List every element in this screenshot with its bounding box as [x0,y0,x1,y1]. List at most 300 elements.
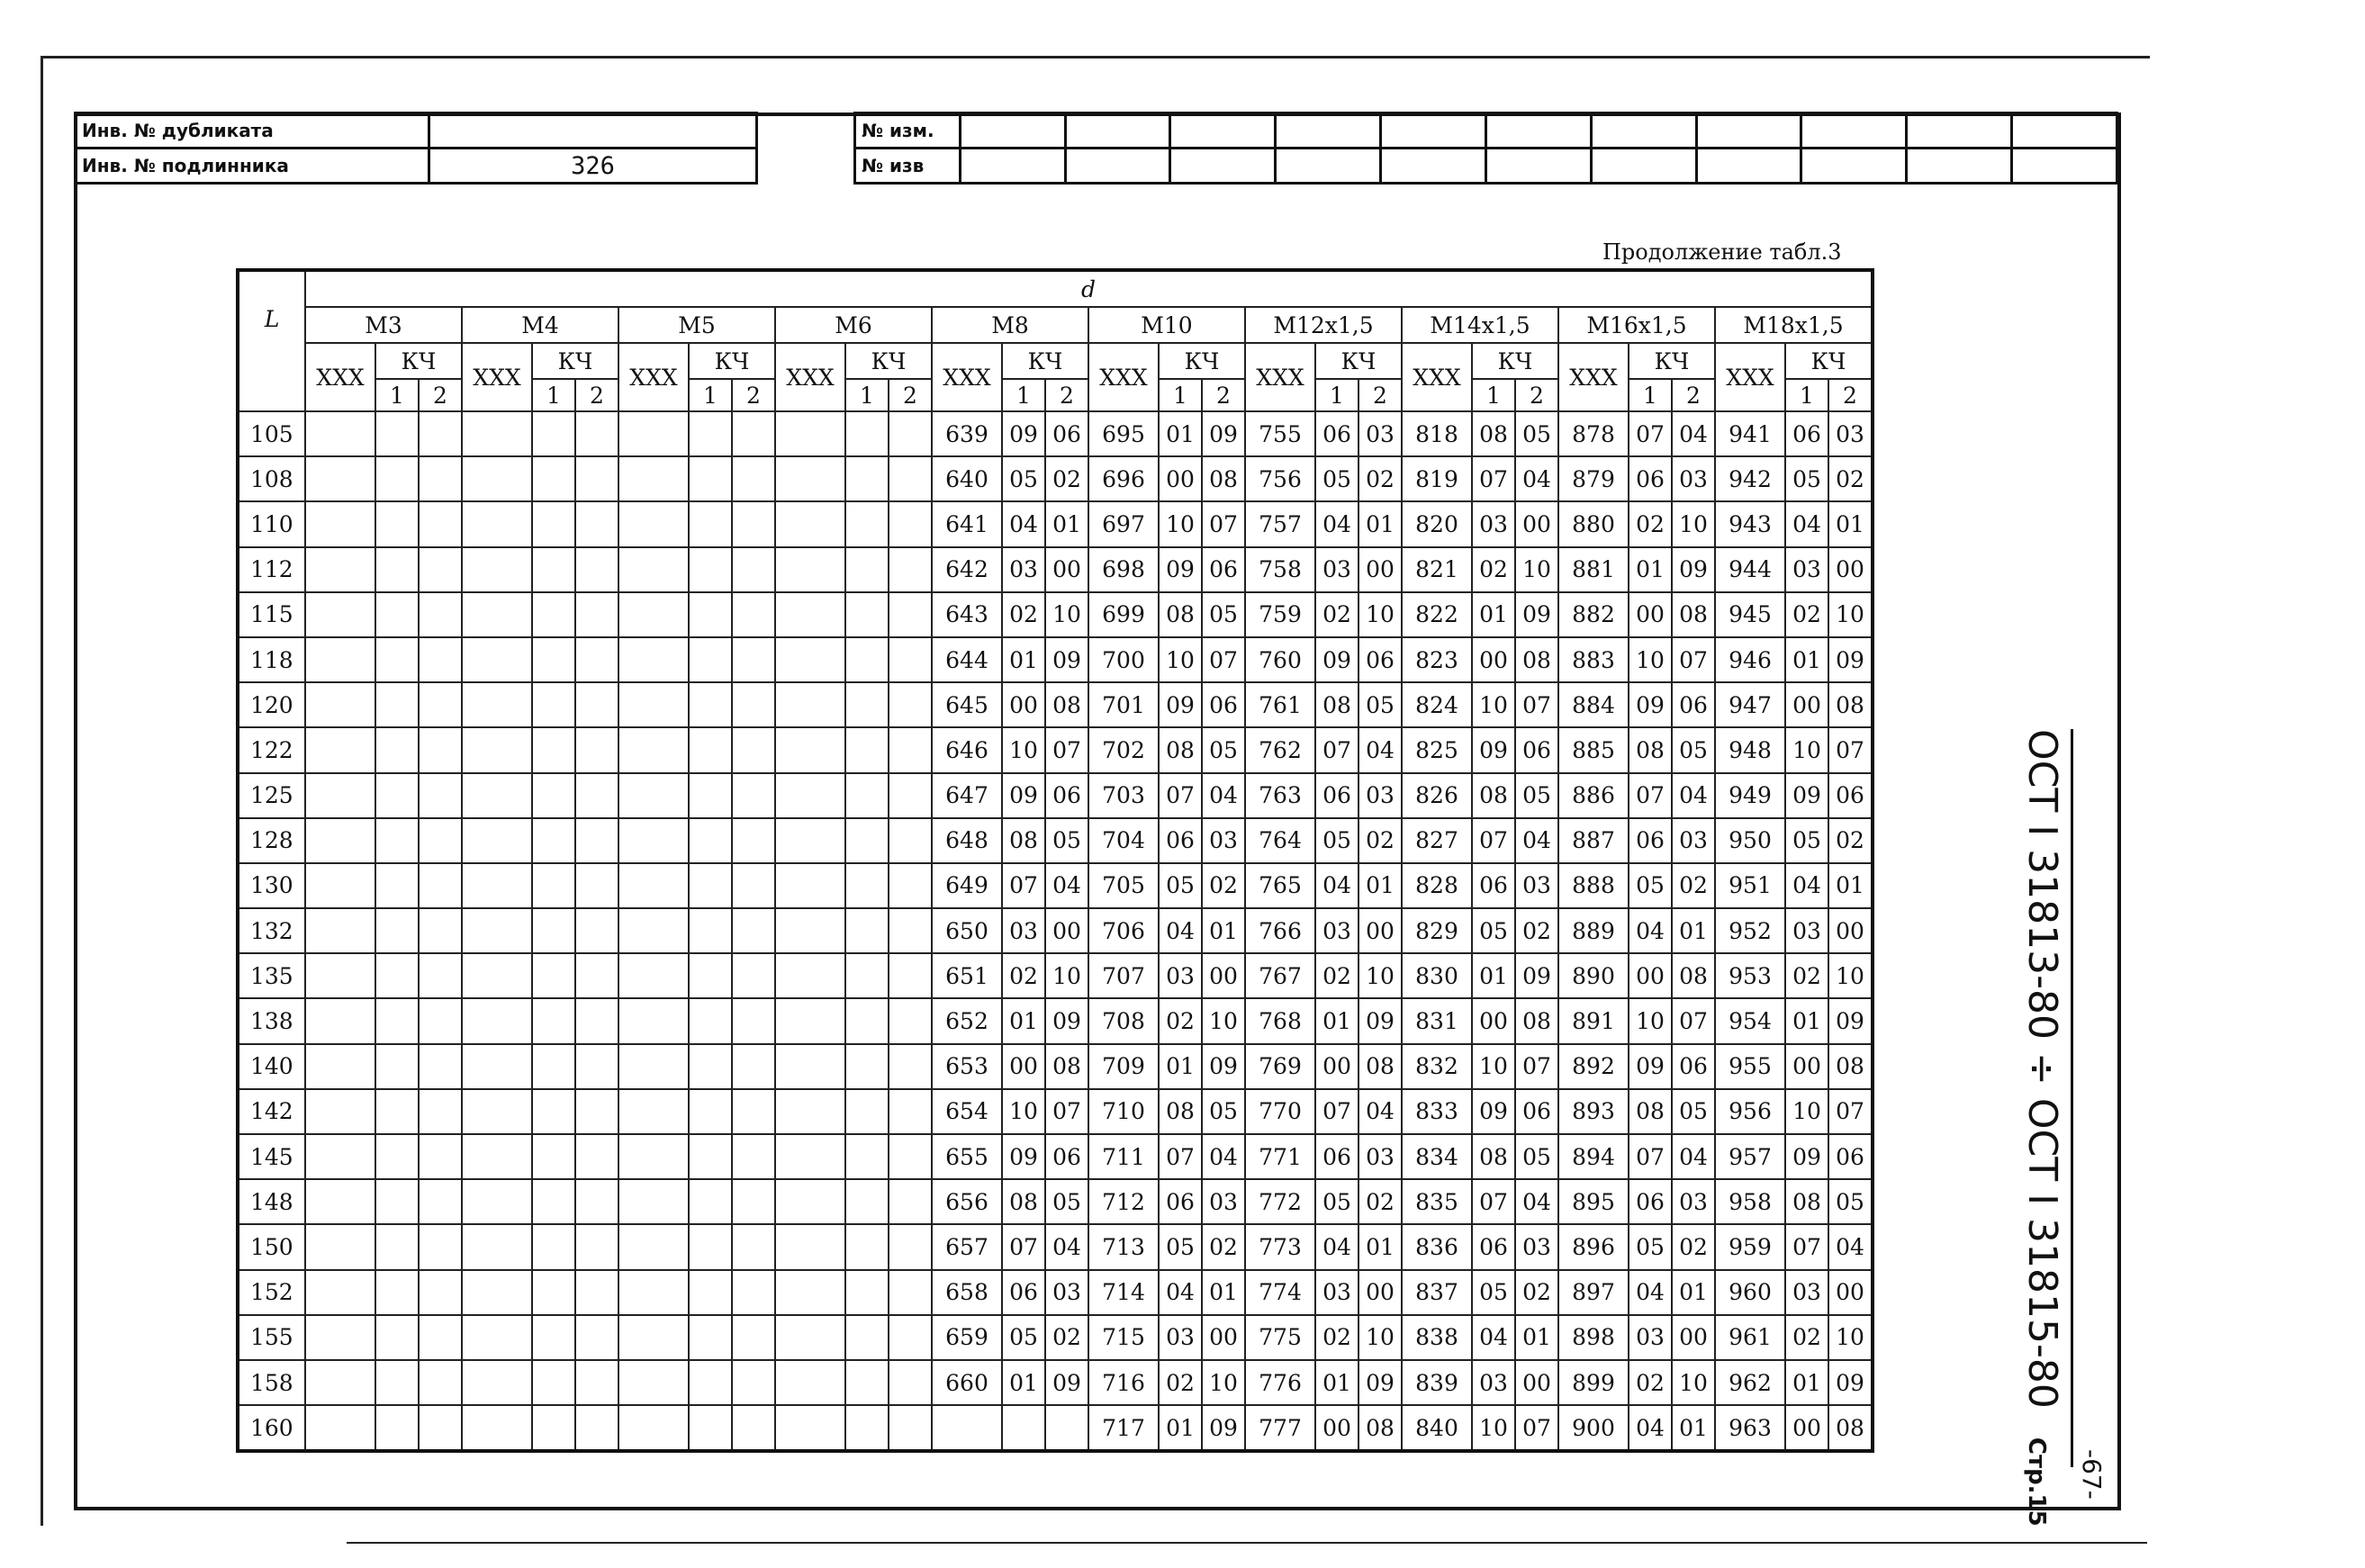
kch-cell [532,1405,575,1451]
kch-cell [375,592,419,637]
kch-cell: 08 [1828,1405,1873,1451]
kch-cell [732,592,775,637]
xxx-cell [305,456,375,501]
kch-cell: 10 [1629,998,1672,1043]
xxx-cell: 652 [932,998,1002,1043]
kch-sub-header: 2 [1359,379,1402,411]
xxx-cell [775,727,845,772]
kch-cell: 05 [1045,818,1088,863]
xxx-cell: 768 [1245,998,1315,1043]
length-cell: 148 [238,1179,305,1224]
kch-cell [419,727,462,772]
xxx-cell [462,773,532,818]
table-row [238,1179,1873,1224]
kch-cell: 03 [1202,818,1245,863]
xxx-cell [775,1224,845,1269]
kch-cell [532,547,575,592]
kch-cell: 02 [1359,456,1402,501]
kch-cell [419,1089,462,1134]
xxx-cell: 772 [1245,1179,1315,1224]
kch-cell [419,818,462,863]
kch-cell: 02 [1359,1179,1402,1224]
xxx-cell [305,1315,375,1360]
table-row [238,411,1873,456]
kch-cell: 04 [1672,773,1715,818]
bottom-rule [347,1542,2147,1544]
kch-cell: 09 [1202,411,1245,456]
xxx-cell: 944 [1715,547,1785,592]
xxx-cell: 775 [1245,1315,1315,1360]
kch-cell: 01 [1002,1360,1045,1405]
kch-cell: 00 [1629,953,1672,998]
kch-cell: 10 [1045,592,1088,637]
xxx-cell: 891 [1558,998,1629,1043]
xxx-cell: 776 [1245,1360,1315,1405]
kch-cell [532,1134,575,1179]
xxx-cell [462,727,532,772]
kch-cell: 03 [1315,547,1359,592]
size-header: M4 [462,307,618,343]
kch-cell: 06 [1629,1179,1672,1224]
kch-cell [732,1405,775,1451]
kch-cell: 09 [1785,773,1828,818]
kch-cell [532,773,575,818]
kch-cell: 05 [1002,1315,1045,1360]
length-cell: 140 [238,1044,305,1089]
l-header: L [238,270,305,411]
xxx-cell [618,411,689,456]
kch-cell: 07 [1785,1224,1828,1269]
kch-cell: 05 [1672,727,1715,772]
xxx-cell: 949 [1715,773,1785,818]
kch-cell: 05 [1159,1224,1202,1269]
kch-cell [575,501,618,546]
kch-cell: 06 [1315,1134,1359,1179]
xxx-cell: 820 [1402,501,1472,546]
kch-cell [732,1044,775,1089]
kch-cell [845,411,889,456]
xxx-cell: 840 [1402,1405,1472,1451]
xxx-cell: 640 [932,456,1002,501]
kch-cell: 08 [1515,637,1558,682]
kch-cell: 07 [1002,1224,1045,1269]
xxx-cell [775,1360,845,1405]
kch-header: КЧ [1159,343,1245,379]
xxx-cell: 819 [1402,456,1472,501]
xxx-cell [462,1134,532,1179]
kch-cell [689,547,732,592]
kch-cell [845,1360,889,1405]
kch-cell: 02 [1002,592,1045,637]
kch-cell: 01 [1159,411,1202,456]
kch-cell [689,1044,732,1089]
xxx-cell: 821 [1402,547,1472,592]
kch-cell [732,727,775,772]
kch-cell: 00 [1785,1405,1828,1451]
xxx-cell: 943 [1715,501,1785,546]
xxx-cell [932,1405,1002,1451]
kch-cell: 06 [1202,682,1245,727]
kch-cell: 04 [1785,863,1828,908]
kch-cell: 07 [1629,773,1672,818]
xxx-cell: 708 [1088,998,1159,1043]
xxx-cell: 769 [1245,1044,1315,1089]
xxx-cell: 761 [1245,682,1315,727]
kch-cell [845,1315,889,1360]
xxx-cell: 716 [1088,1360,1159,1405]
kch-cell: 10 [1828,1315,1873,1360]
xxx-cell: 839 [1402,1360,1472,1405]
kch-cell [375,456,419,501]
kch-cell [575,411,618,456]
kch-cell: 07 [1629,411,1672,456]
kch-cell: 02 [1159,1360,1202,1405]
xxx-cell: 702 [1088,727,1159,772]
kch-cell: 05 [1315,818,1359,863]
kch-cell [845,1044,889,1089]
xxx-cell [618,637,689,682]
kch-cell [575,592,618,637]
xxx-cell: 892 [1558,1044,1629,1089]
table-row [238,1224,1873,1269]
xxx-cell: 642 [932,547,1002,592]
xxx-cell: 646 [932,727,1002,772]
kch-cell: 09 [1045,1360,1088,1405]
xxx-cell: 835 [1402,1179,1472,1224]
kch-cell [532,908,575,953]
kch-cell: 01 [1472,592,1515,637]
kch-cell: 03 [1159,1315,1202,1360]
xxx-cell: 946 [1715,637,1785,682]
xxx-cell: 698 [1088,547,1159,592]
kch-header: КЧ [689,343,775,379]
kch-cell: 06 [1785,411,1828,456]
kch-cell: 03 [1359,1134,1402,1179]
kch-cell [889,863,932,908]
kch-cell: 08 [1045,1044,1088,1089]
kch-cell: 08 [1472,1134,1515,1179]
kch-cell: 01 [1672,1405,1715,1451]
kch-cell [689,953,732,998]
kch-cell [845,1224,889,1269]
kch-cell: 00 [1515,1360,1558,1405]
xxx-cell [462,456,532,501]
kch-cell: 07 [1828,1089,1873,1134]
kch-cell: 04 [1045,863,1088,908]
xxx-cell: 660 [932,1360,1002,1405]
kch-cell [845,863,889,908]
xxx-cell [618,998,689,1043]
kch-cell: 09 [1359,1360,1402,1405]
xxx-cell [305,682,375,727]
kch-cell: 05 [1629,1224,1672,1269]
kch-cell: 04 [1315,1224,1359,1269]
kch-cell: 01 [1159,1405,1202,1451]
kch-cell: 01 [1359,501,1402,546]
xxx-cell: 701 [1088,682,1159,727]
kch-cell [575,637,618,682]
size-header: M6 [775,307,932,343]
xxx-cell: 945 [1715,592,1785,637]
kch-cell [889,1270,932,1315]
kch-cell [419,547,462,592]
table-row [238,1405,1873,1451]
page-label: Стр.15 [2023,1437,2050,1527]
xxx-cell [462,953,532,998]
kch-cell: 00 [1045,908,1088,953]
length-cell: 150 [238,1224,305,1269]
kch-cell: 08 [1672,953,1715,998]
xxx-cell: 832 [1402,1044,1472,1089]
xxx-cell [618,1044,689,1089]
kch-cell: 10 [1472,682,1515,727]
length-cell: 128 [238,818,305,863]
kch-cell [732,1315,775,1360]
xxx-header: XXX [1402,343,1472,411]
xxx-cell: 890 [1558,953,1629,998]
xxx-cell [305,1044,375,1089]
kch-cell: 05 [1315,456,1359,501]
kch-cell: 02 [1002,953,1045,998]
xxx-cell: 647 [932,773,1002,818]
kch-cell: 09 [1828,1360,1873,1405]
kch-cell [845,1270,889,1315]
kch-cell: 04 [1315,501,1359,546]
kch-cell: 09 [1672,547,1715,592]
kch-cell: 07 [1828,727,1873,772]
kch-cell [375,1405,419,1451]
kch-cell: 09 [1359,998,1402,1043]
xxx-cell: 654 [932,1089,1002,1134]
kch-cell: 10 [1045,953,1088,998]
kch-cell: 00 [1202,1315,1245,1360]
kch-cell: 00 [1515,501,1558,546]
xxx-cell [618,1089,689,1134]
xxx-cell [618,727,689,772]
kch-sub-header: 2 [889,379,932,411]
kch-cell: 07 [1515,1405,1558,1451]
xxx-cell: 758 [1245,547,1315,592]
xxx-cell: 696 [1088,456,1159,501]
kch-cell: 04 [1315,863,1359,908]
kch-cell [689,411,732,456]
kch-cell [375,998,419,1043]
kch-cell [419,1224,462,1269]
xxx-header: XXX [775,343,845,411]
xxx-cell [618,1134,689,1179]
kch-cell: 07 [1045,1089,1088,1134]
table-row [238,592,1873,637]
xxx-cell [305,1089,375,1134]
kch-cell [732,818,775,863]
kch-cell: 01 [1315,998,1359,1043]
xxx-cell: 894 [1558,1134,1629,1179]
kch-cell: 04 [1515,1179,1558,1224]
xxx-cell: 952 [1715,908,1785,953]
kch-cell: 01 [1202,908,1245,953]
kch-cell: 07 [1472,818,1515,863]
xxx-cell: 897 [1558,1270,1629,1315]
kch-cell: 06 [1472,863,1515,908]
kch-cell: 04 [1202,773,1245,818]
kch-cell: 08 [1828,682,1873,727]
kch-cell [689,592,732,637]
kch-cell: 00 [1045,547,1088,592]
dup-value [429,113,757,149]
orig-value: 326 [429,149,757,184]
xxx-cell [305,637,375,682]
kch-cell: 05 [1515,411,1558,456]
kch-sub-header: 2 [575,379,618,411]
xxx-cell [618,1179,689,1224]
kch-cell [732,547,775,592]
xxx-cell: 959 [1715,1224,1785,1269]
xxx-cell [305,411,375,456]
kch-cell: 08 [1472,411,1515,456]
kch-cell [889,501,932,546]
kch-cell: 06 [1828,773,1873,818]
xxx-cell [462,818,532,863]
kch-cell: 10 [1629,637,1672,682]
xxx-cell [462,637,532,682]
xxx-cell [462,592,532,637]
length-cell: 160 [238,1405,305,1451]
kch-cell [732,456,775,501]
kch-cell [845,547,889,592]
kch-cell [845,501,889,546]
kch-cell [732,773,775,818]
kch-cell [419,1134,462,1179]
xxx-cell: 825 [1402,727,1472,772]
xxx-cell: 885 [1558,727,1629,772]
xxx-cell: 644 [932,637,1002,682]
table-row [238,1270,1873,1315]
kch-cell: 01 [1515,1315,1558,1360]
kch-cell: 08 [1828,1044,1873,1089]
xxx-cell: 659 [932,1315,1002,1360]
xxx-cell: 831 [1402,998,1472,1043]
xxx-cell: 893 [1558,1089,1629,1134]
kch-cell [575,1224,618,1269]
kch-cell [532,1315,575,1360]
kch-cell: 09 [1045,637,1088,682]
kch-cell [375,1315,419,1360]
kch-cell: 06 [1315,411,1359,456]
kch-header: КЧ [1472,343,1558,379]
kch-cell [575,1315,618,1360]
size-header: M16x1,5 [1558,307,1715,343]
kch-cell: 09 [1515,592,1558,637]
kch-cell: 06 [1315,773,1359,818]
kch-cell [375,863,419,908]
kch-cell: 09 [1315,637,1359,682]
kch-cell [732,1270,775,1315]
kch-cell: 03 [1315,908,1359,953]
kch-cell: 08 [1202,456,1245,501]
kch-cell [845,1089,889,1134]
xxx-cell: 653 [932,1044,1002,1089]
xxx-cell: 942 [1715,456,1785,501]
kch-cell: 10 [1002,1089,1045,1134]
kch-cell: 04 [1672,1134,1715,1179]
kch-cell [375,1224,419,1269]
kch-cell [532,1360,575,1405]
kch-cell [419,998,462,1043]
kch-cell: 01 [1672,908,1715,953]
xxx-cell: 763 [1245,773,1315,818]
kch-cell [689,1179,732,1224]
kch-cell [732,1224,775,1269]
xxx-cell: 771 [1245,1134,1315,1179]
xxx-cell [305,1360,375,1405]
xxx-cell [462,501,532,546]
xxx-cell: 957 [1715,1134,1785,1179]
kch-cell [889,818,932,863]
kch-cell: 04 [1515,818,1558,863]
kch-cell: 09 [1159,682,1202,727]
kch-cell [889,998,932,1043]
size-header: M5 [618,307,775,343]
kch-cell: 07 [1159,1134,1202,1179]
xxx-cell: 898 [1558,1315,1629,1360]
kch-cell: 08 [1159,727,1202,772]
kch-cell: 06 [1045,411,1088,456]
kch-cell [419,456,462,501]
xxx-cell [775,411,845,456]
length-cell: 145 [238,1134,305,1179]
xxx-cell: 712 [1088,1179,1159,1224]
kch-cell: 04 [1202,1134,1245,1179]
kch-cell: 03 [1828,411,1873,456]
kch-cell: 07 [1315,727,1359,772]
kch-cell [689,727,732,772]
kch-cell [689,1089,732,1134]
xxx-cell [775,1405,845,1451]
xxx-cell [775,998,845,1043]
kch-cell [845,682,889,727]
xxx-cell: 888 [1558,863,1629,908]
kch-sub-header: 2 [419,379,462,411]
kch-cell [732,1360,775,1405]
xxx-cell: 715 [1088,1315,1159,1360]
kch-cell [575,727,618,772]
page-number: -67- [2077,1449,2107,1500]
xxx-cell [305,727,375,772]
kch-cell [532,501,575,546]
kch-cell: 10 [1002,727,1045,772]
kch-cell: 02 [1359,818,1402,863]
kch-header: КЧ [845,343,932,379]
xxx-cell: 962 [1715,1360,1785,1405]
xxx-header: XXX [305,343,375,411]
kch-cell [575,682,618,727]
kch-cell: 03 [1202,1179,1245,1224]
kch-cell: 10 [1159,637,1202,682]
length-cell: 122 [238,727,305,772]
kch-cell: 10 [1785,727,1828,772]
kch-cell: 05 [1785,456,1828,501]
xxx-header: XXX [1558,343,1629,411]
kch-cell: 07 [1159,773,1202,818]
kch-cell: 05 [1515,1134,1558,1179]
xxx-cell: 829 [1402,908,1472,953]
kch-cell [689,637,732,682]
kch-cell: 02 [1785,1315,1828,1360]
kch-cell [689,998,732,1043]
xxx-cell: 833 [1402,1089,1472,1134]
kch-cell: 06 [1045,773,1088,818]
kch-cell: 07 [1515,682,1558,727]
